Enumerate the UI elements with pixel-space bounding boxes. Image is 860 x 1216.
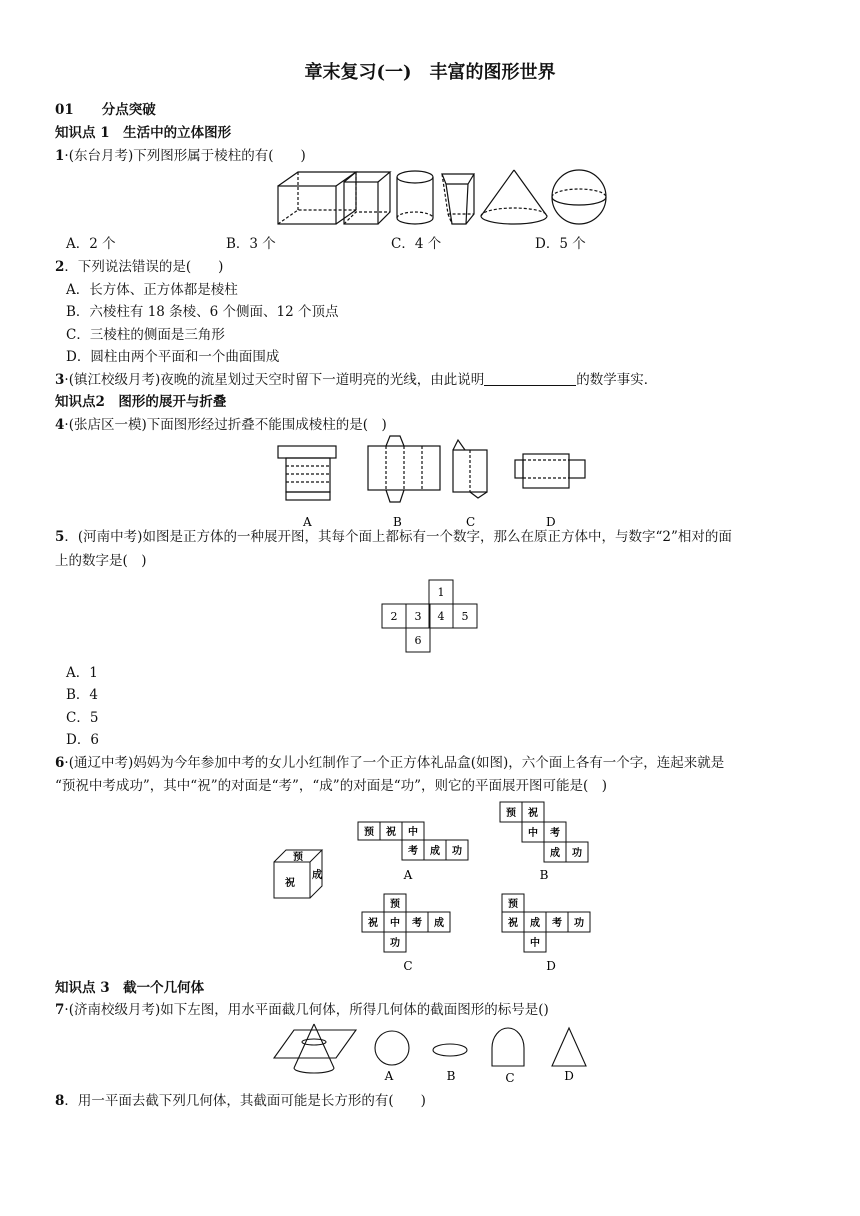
net-cell: 考 [552, 918, 562, 929]
net-cell: 祝 [528, 808, 538, 819]
question-3: 3·(镇江校级月考)夜晚的流星划过天空时留下一道明亮的光线，由此说明 的数学事实． [55, 372, 658, 388]
label-d: D [564, 1069, 574, 1083]
q4-nets-figure [270, 436, 590, 532]
question-number: 8 [55, 1093, 65, 1109]
net-cell: 功 [390, 938, 400, 949]
label-d: D [546, 959, 556, 973]
section-name: 分点突破 [101, 102, 156, 118]
cube-face-top: 预 [293, 852, 303, 863]
question-number: 1 [55, 148, 65, 164]
net-b [368, 436, 440, 502]
question-2 [55, 258, 223, 276]
net-cell: 预 [508, 899, 518, 910]
question-number: 3 [55, 372, 65, 388]
section-heading [55, 101, 156, 119]
triangle-shape [552, 1028, 586, 1066]
net-cell: 祝 [508, 918, 518, 929]
question-stem: 下面图形经过折叠不能围成棱柱的是( ) [146, 417, 387, 433]
dome-shape [492, 1028, 524, 1066]
question-8 [55, 1092, 426, 1110]
knowledge-point-3: 知识点 3 截一个几何体 [55, 980, 205, 996]
net-c [453, 440, 487, 498]
question-stem-end: 的数学事实． [576, 372, 658, 388]
cone-figure [481, 170, 547, 224]
net-cell: 中 [390, 918, 400, 929]
net-cell: 成 [550, 848, 560, 859]
net-cell: 1 [437, 586, 445, 599]
net-cell: 4 [437, 610, 445, 623]
q6-figure [268, 798, 598, 976]
knowledge-point-1: 知识点 1 生活中的立体图形 [55, 125, 232, 141]
label-a: A [303, 515, 312, 529]
option-d: D．5 个 [535, 236, 586, 252]
question-source: (镇江校级月考) [68, 372, 161, 388]
label-c: C [403, 959, 413, 973]
option-b: B．4 [66, 687, 99, 703]
net-cell: 2 [390, 610, 398, 623]
net-cell: 6 [414, 634, 422, 647]
option-a: A．2 个 [66, 236, 116, 252]
section-number: 01 [55, 102, 74, 118]
question-stem: ．用一平面去截下列几何体，其截面可能是长方形的有( ) [64, 1093, 426, 1109]
net-cell: 预 [390, 899, 400, 910]
question-5-cont: 上的数字是( ) [55, 553, 147, 569]
question-number: 2 [55, 259, 65, 275]
cone-section-figure [274, 1024, 356, 1073]
cube-figure [344, 172, 390, 224]
net-cell: 中 [530, 938, 540, 949]
label-b: B [393, 515, 402, 529]
question-number: 4 [55, 417, 65, 433]
label-d: D [546, 515, 556, 529]
question-stem: 妈妈为今年参加中考的女儿小红制作了一个正方体礼品盒(如图)，六个面上各有一个字，连起来就是 [133, 755, 725, 771]
question-source: (济南校级月考) [68, 1002, 161, 1018]
net-cell: 5 [461, 610, 469, 623]
question-6-cont: “预祝中考成功”，其中“祝”的对面是“考”，“成”的对面是“功”，则它的平面展开图可能是( ) [55, 778, 608, 794]
question-6: 6·(通辽中考)妈妈为今年参加中考的女儿小红制作了一个正方体礼品盒(如图)，六个面上各有一个字，连起来就是 [55, 755, 725, 771]
net-cell: 考 [408, 846, 418, 857]
question-stem: 夜晚的流星划过天空时留下一道明亮的光线，由此说明 [160, 372, 485, 388]
question-source: (张店区一模) [68, 417, 147, 433]
net-cell: 考 [412, 918, 422, 929]
question-7: 7·(济南校级月考)如下左图，用水平面截几何体，所得几何体的截面图形的标号是() [55, 1002, 549, 1018]
option-a: A．长方体、正方体都是棱柱 [66, 282, 238, 298]
net-cell: 功 [452, 846, 462, 857]
net-cell: 功 [572, 848, 582, 859]
question-number: 6 [55, 755, 65, 771]
question-1: 1·(东台月考)下列图形属于棱柱的有( ) [55, 148, 306, 164]
net-cell: 成 [434, 918, 444, 929]
net-cell: 3 [414, 610, 422, 623]
ellipse-shape [433, 1044, 467, 1056]
net-cell: 中 [528, 828, 538, 839]
label-c: C [466, 515, 476, 529]
option-d: D．圆柱由两个平面和一个曲面围成 [66, 349, 280, 365]
net-cell: 预 [506, 808, 516, 819]
option-b: B．六棱柱有 18 条棱、6 个侧面、12 个顶点 [66, 304, 339, 320]
circle-shape [375, 1031, 409, 1065]
net-cell: 祝 [368, 918, 378, 929]
label-b: B [446, 1069, 456, 1083]
question-source: (东台月考) [68, 148, 134, 164]
q7-figure [268, 1020, 598, 1090]
question-5: 5．(河南中考)如图是正方体的一种展开图，其每个面上都标有一个数字，那么在原正方体中，与数字“2”相对的面 [55, 529, 732, 545]
question-number: 7 [55, 1002, 65, 1018]
option-c: C．4 个 [391, 236, 442, 252]
question-source: (通辽中考) [68, 755, 134, 771]
q5-cube-net [380, 578, 480, 652]
question-stem: 如图是正方体的一种展开图，其每个面上都标有一个数字，那么在原正方体中，与数字“2”相对的面 [142, 529, 732, 545]
cube-face-right: 成 [312, 870, 322, 881]
question-stem: 如下左图，用水平面截几何体，所得几何体的截面图形的标号是() [160, 1002, 549, 1018]
net-cell: 考 [550, 828, 560, 839]
question-stem: 下列图形属于棱柱的有( ) [133, 148, 306, 164]
cube-face-front: 祝 [285, 878, 295, 889]
label-b: B [539, 868, 549, 882]
option-a: A．1 [66, 665, 98, 681]
net-a [278, 446, 336, 500]
net-cell: 成 [430, 846, 440, 857]
option-c: C．三棱柱的侧面是三角形 [66, 327, 225, 343]
frustum-prism-figure [442, 174, 474, 224]
question-stem: ．下列说法错误的是( ) [64, 259, 224, 275]
question-4: 4·(张店区一模)下面图形经过折叠不能围成棱柱的是( ) [55, 417, 387, 433]
net-d [515, 454, 585, 488]
knowledge-point-2: 知识点2 图形的展开与折叠 [55, 394, 227, 410]
net-cell: 祝 [386, 827, 396, 838]
net-cell: 预 [364, 827, 374, 838]
cylinder-figure [397, 171, 433, 224]
label-a: A [403, 868, 413, 882]
question-number: 5 [55, 529, 65, 545]
q1-solids-figure [270, 166, 615, 230]
label-c: C [505, 1071, 515, 1085]
net-cell: 成 [530, 918, 540, 929]
sphere-figure [552, 170, 606, 224]
label-a: A [384, 1069, 394, 1083]
option-b: B．3 个 [226, 236, 276, 252]
option-c: C．5 [66, 710, 99, 726]
page-title: 章末复习(一) 丰富的图形世界 [304, 62, 556, 83]
option-d: D．6 [66, 732, 99, 748]
question-source: (河南中考) [77, 529, 143, 545]
answer-blank[interactable] [484, 372, 576, 386]
net-cell: 中 [408, 827, 418, 838]
net-cell: 功 [574, 918, 584, 929]
